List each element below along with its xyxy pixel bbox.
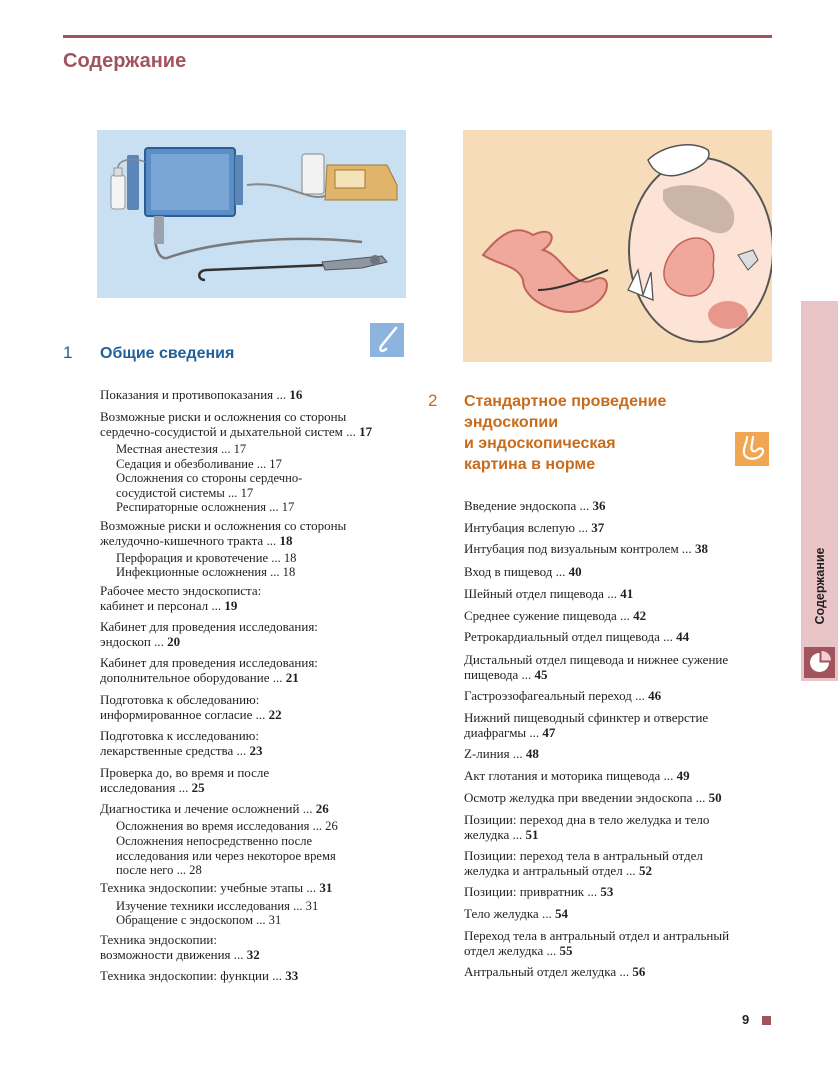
- toc-entry[interactable]: Вход в пищевод ... 40: [464, 564, 582, 579]
- toc-subentry[interactable]: Осложнения во время исследования ... 26: [116, 819, 338, 833]
- side-tab-label: Содержание: [812, 547, 827, 625]
- toc-entry[interactable]: Антральный отдел желудка ... 56: [464, 964, 646, 979]
- chapter-2-number: 2: [428, 391, 438, 410]
- page-number: 9: [742, 1012, 750, 1027]
- endoscope-icon: [370, 323, 404, 357]
- toc-subentry[interactable]: Осложнения непосредственно после исследования или через некоторое время после него ... 28: [116, 834, 336, 877]
- top-rule: [63, 35, 772, 38]
- toc-entry[interactable]: Возможные риски и осложнения со стороны желудочно-кишечного тракта ... 18: [100, 518, 347, 548]
- toc-entry[interactable]: Проверка до, во время и после исследования ... 25: [100, 765, 270, 795]
- toc-subentry[interactable]: Инфекционные осложнения ... 18: [116, 565, 296, 579]
- toc-entry[interactable]: Осмотр желудка при введении эндоскопа ... 50: [464, 790, 722, 805]
- toc-entry[interactable]: Рабочее место эндоскописта: кабинет и персонал ... 19: [100, 583, 262, 613]
- toc-entry[interactable]: Ретрокардиальный отдел пищевода ... 44: [464, 629, 690, 644]
- toc-entry[interactable]: Шейный отдел пищевода ... 41: [464, 586, 634, 601]
- toc-entry[interactable]: Позиции: привратник ... 53: [464, 884, 614, 899]
- toc-entry[interactable]: Введение эндоскопа ... 36: [464, 498, 606, 513]
- chapter-title-line: Стандартное проведение: [464, 393, 667, 410]
- toc-entry[interactable]: Среднее сужение пищевода ... 42: [464, 608, 647, 623]
- stomach-anatomy-illustration: [463, 130, 772, 362]
- toc-subentry[interactable]: Респираторные осложнения ... 17: [116, 500, 295, 514]
- toc-subentry[interactable]: Местная анестезия ... 17: [116, 442, 247, 456]
- page-title: Содержание: [63, 50, 187, 72]
- pie-section-icon: [804, 647, 835, 678]
- endoscope-setup-illustration: [97, 130, 406, 298]
- toc-entry[interactable]: Интубация под визуальным контролем ... 38: [464, 541, 708, 556]
- toc-subentry[interactable]: Изучение техники исследования ... 31: [116, 899, 319, 913]
- chapter-2-title: [464, 391, 666, 475]
- chapter-title-line: и эндоскопическая: [464, 435, 616, 452]
- stomach-icon: [735, 432, 769, 466]
- toc-entry[interactable]: Возможные риски и осложнения со стороны сердечно-сосудистой и дыхательной систем ... 17: [100, 409, 373, 439]
- toc-subentry[interactable]: Осложнения со стороны сердечно- сосудистой системы ... 17: [116, 471, 303, 500]
- toc-entry[interactable]: Показания и противопоказания ... 16: [100, 387, 303, 402]
- toc-entry[interactable]: Интубация вслепую ... 37: [464, 520, 605, 535]
- toc-entry[interactable]: Переход тела в антральный отдел и антральный отдел желудка ... 55: [464, 928, 730, 958]
- toc-entry[interactable]: Техника эндоскопии: возможности движения ... 32: [100, 932, 260, 962]
- toc-entry[interactable]: Z-линия ... 48: [464, 746, 539, 761]
- chapter-title-line: эндоскопии: [464, 414, 559, 431]
- toc-entry[interactable]: Кабинет для проведения исследования: эндоскоп ... 20: [100, 619, 318, 649]
- toc-entry[interactable]: Кабинет для проведения исследования: дополнительное оборудование ... 21: [100, 655, 318, 685]
- chapter-title-line: картина в норме: [464, 456, 596, 473]
- toc-entry[interactable]: Дистальный отдел пищевода и нижнее сужение пищевода ... 45: [464, 652, 729, 682]
- toc-entry[interactable]: Позиции: переход тела в антральный отдел желудка и антральный отдел ... 52: [464, 848, 703, 878]
- toc-entry[interactable]: Подготовка к обследованию: информированное согласие ... 22: [100, 692, 282, 722]
- toc-entry[interactable]: Позиции: переход дна в тело желудка и тело желудка ... 51: [464, 812, 710, 842]
- toc-entry[interactable]: Техника эндоскопии: учебные этапы ... 31: [100, 880, 333, 895]
- toc-entry[interactable]: Подготовка к исследованию: лекарственные средства ... 23: [100, 728, 263, 758]
- toc-subentry[interactable]: Обращение с эндоскопом ... 31: [116, 913, 282, 927]
- chapter-1-title: [100, 343, 234, 364]
- toc-subentry[interactable]: Седация и обезболивание ... 17: [116, 457, 282, 471]
- toc-entry[interactable]: Техника эндоскопии: функции ... 33: [100, 968, 299, 983]
- toc-entry[interactable]: Акт глотания и моторика пищевода ... 49: [464, 768, 690, 783]
- page-number-marker: [762, 1016, 771, 1025]
- toc-subentry[interactable]: Перфорация и кровотечение ... 18: [116, 551, 297, 565]
- toc-entry[interactable]: Тело желудка ... 54: [464, 906, 568, 921]
- toc-entry[interactable]: Диагностика и лечение осложнений ... 26: [100, 801, 329, 816]
- chapter-1-number: 1: [63, 343, 73, 362]
- chapter-title-line: Общие сведения: [100, 345, 235, 362]
- toc-entry[interactable]: Нижний пищеводный сфинктер и отверстие диафрагмы ... 47: [464, 710, 709, 740]
- toc-entry[interactable]: Гастроэзофагеальный переход ... 46: [464, 688, 662, 703]
